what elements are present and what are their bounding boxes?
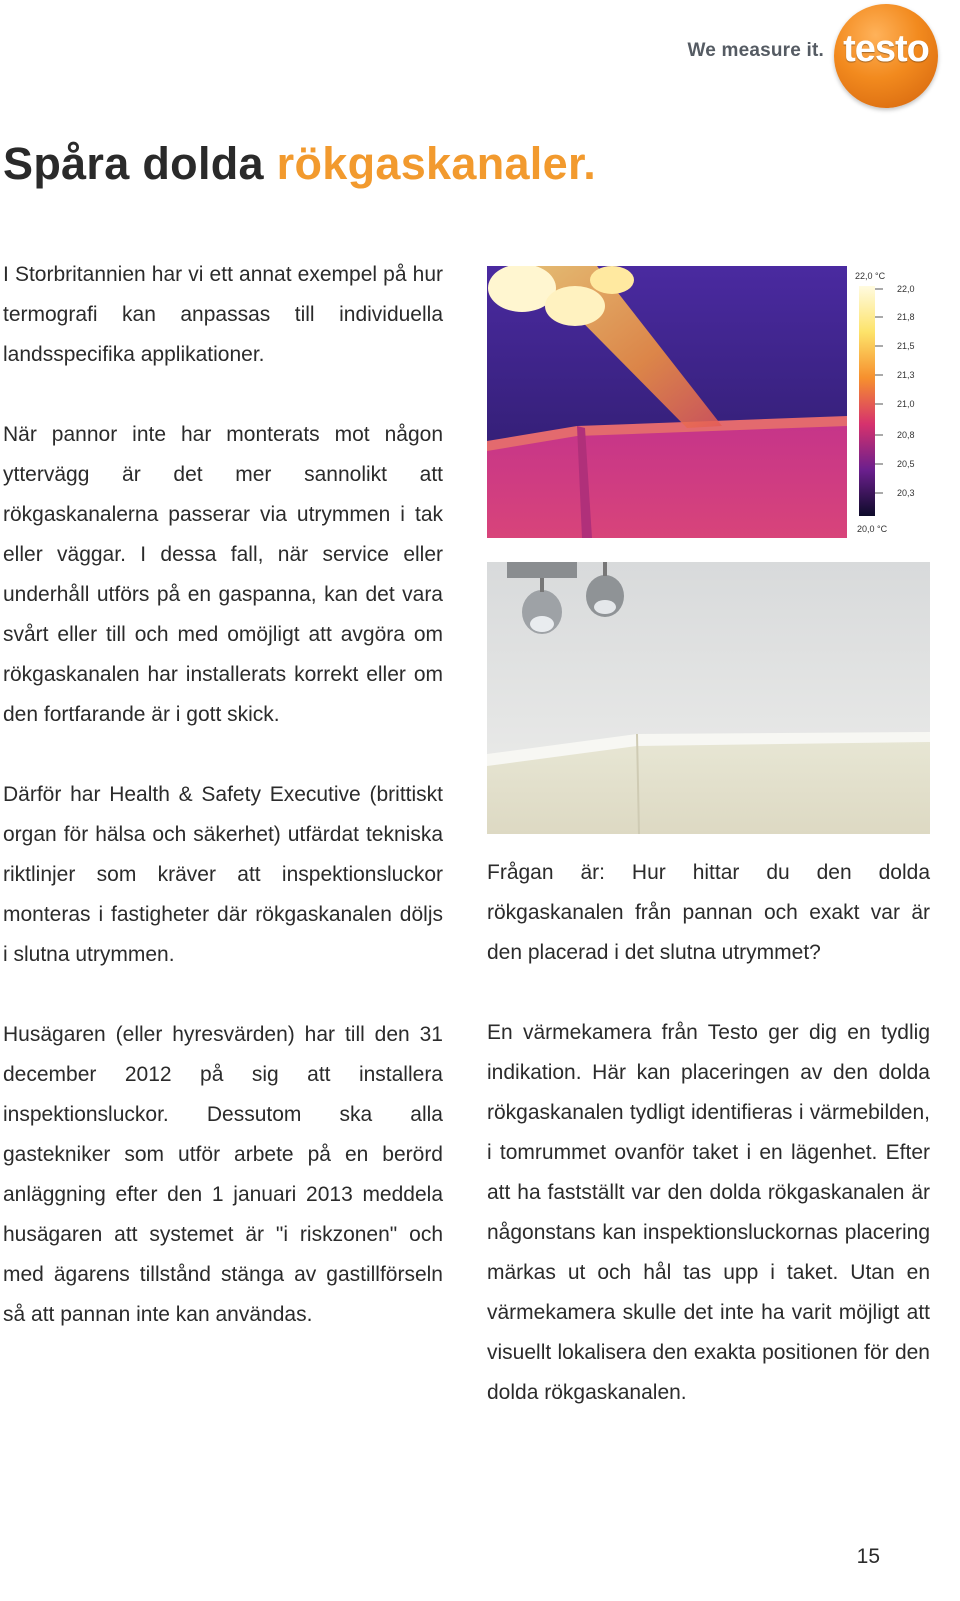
page-title — [3, 138, 596, 190]
scale-tick-label: 20,8 — [897, 430, 915, 440]
title-part-1: Spåra dolda — [3, 138, 277, 189]
scale-tick-label: 21,5 — [897, 341, 915, 351]
ceiling-photo-graphic — [487, 562, 930, 834]
thermal-image-graphic — [487, 266, 930, 538]
tagline: We measure it. — [687, 40, 824, 61]
thermal-image — [487, 266, 930, 538]
left-paragraph-1: I Storbritannien har vi ett annat exempel på hur termografi kan anpassas till individuella landsspecifika applikationer. — [3, 263, 443, 366]
right-paragraph-1: Frågan är: Hur hittar du den dolda rökgaskanalen från pannan och exakt var är den placerad i det slutna utrymmet? — [487, 861, 930, 964]
scale-max-label: 22,0 °C — [855, 271, 886, 281]
left-paragraph-3: Därför har Health & Safety Executive (brittiskt organ för hälsa och säkerhet) utfärdat tekniska riktlinjer som kräver att inspektionsluckor monteras i fastigheter där rökgaskanalen döljs i slutna utrymmen. — [3, 783, 443, 966]
scale-tick-label: 21,8 — [897, 312, 915, 322]
left-paragraph-4: Husägaren (eller hyresvärden) har till den 31 december 2012 på sig att installera inspektionsluckor. Dessutom ska alla gastekniker som utför arbete på en berörd anläggning efter den 1 januari 2013 meddela husägaren att systemet är "i riskzonen" och med ägarens tillstånd stänga av gastillförseln så att pannan inte kan användas. — [3, 1023, 443, 1326]
title-part-2: rökgaskanaler. — [276, 138, 597, 189]
page-number: 15 — [856, 1545, 880, 1568]
scale-tick-label: 21,0 — [897, 399, 915, 409]
right-paragraph-2: En värmekamera från Testo ger dig en tydlig indikation. Här kan placeringen av den dolda rökgaskanalen tydligt identifieras i värmebilden, i tomrummet ovanför taket i en lägenhet. Efter att ha fastställt var den dolda rökgaskanalen är någonstans kan inspektionsluckornas placering märkas ut och hål tas upp i taket. Utan en värmekamera skulle det inte ha varit möjligt att visuellt lokalisera den exakta positionen för den dolda rökgaskanalen. — [487, 1021, 930, 1404]
ceiling-photo — [487, 562, 930, 834]
testo-logo — [834, 4, 938, 108]
scale-tick-label: 20,3 — [897, 488, 915, 498]
scale-tick-label: 20,5 — [897, 459, 915, 469]
scale-min-label: 20,0 °C — [857, 524, 888, 534]
right-column — [487, 853, 930, 1453]
scale-tick-label: 21,3 — [897, 370, 915, 380]
left-paragraph-2: När pannor inte har monterats mot någon yttervägg är det mer sannolikt att rökgaskanalerna passerar via utrymmen i tak eller väggar. I dessa fall, när service eller underhåll utförs på en gaspanna, kan det vara svårt eller till och med omöjligt att avgöra om rökgaskanalen har installerats korrekt eller om den fortfarande är i gott skick. — [3, 423, 443, 726]
scale-tick-label: 22,0 — [897, 284, 915, 294]
left-column — [3, 255, 443, 1375]
testo-logo-text: testo — [843, 28, 929, 70]
